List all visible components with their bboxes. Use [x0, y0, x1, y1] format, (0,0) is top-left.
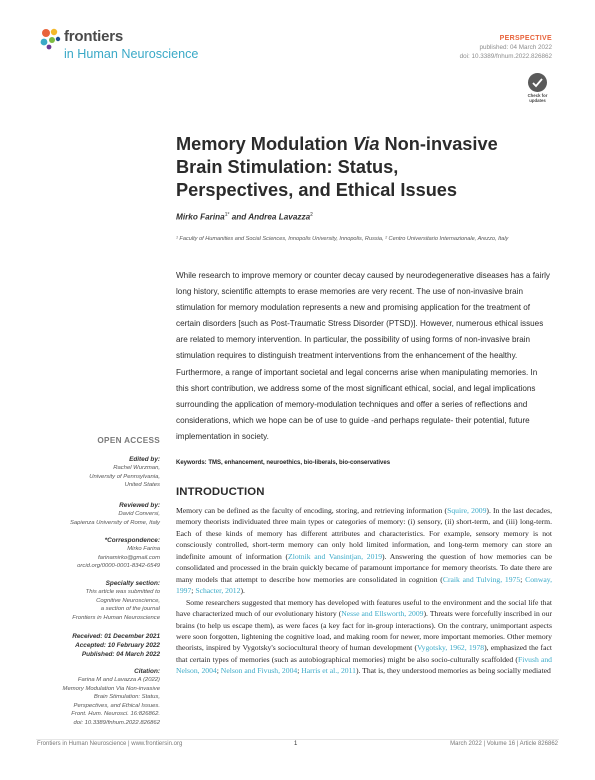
edited-by-block: Edited by: Rachel Wurzman, University of Pennsylvania, United States [50, 455, 160, 490]
paragraph: Memory can be defined as the faculty of encoding, storing, and retrieving information (Squire, 2009). In the last decades, memory theorists individuated three main types or categories of memory: (i) sensory, (ii) short-term, and (iii) long-term. Each of these kinds of memory has different attributes and characteristics. For example, sensory memory is not consciously controlled, short-term memory can only hold limited information, and long-term memory can store an indefinite amount of information (Zlotnik and Vansintjan, 2019). Answering the question of how memories can be consolidated and processed in the brain quickly became of paramount importance for memory theorists. To date there are many models that attempt to describe how memories are consolidated in cognition (Craik and Tulving, 1975; Conway, 1997; Schacter, 2012). [176, 506, 552, 596]
citation-link[interactable]: Harris et al., 2011 [301, 666, 356, 676]
footer-issue-info: March 2022 | Volume 16 | Article 826862 [450, 741, 558, 747]
citation-link[interactable]: Fivush and Nelson, 2004 [176, 654, 552, 676]
paragraph: Some researchers suggested that memory has developed with features useful to the environment and the social life that have characterized much of our evolutionary history (Nesse and Ellsworth, 2009). Threats were forcefully inscribed in our brains (to help us escape them), as were faces (a key fact for in-group interactions). On the contrary, unimportant aspects were soon forgotten, lightening the cognitive load, and making room for newer, more important memories. Other memory theorists, inspired by Vygotsky's sociocultural theory of human development (Vygotsky, 1962, 1978), emphasized the fact that certain types of memories (such as autobiographical memories) might be also socio-culturally scaffolded (Fivush and Nelson, 2004; Nelson and Fivush, 2004; Harris et al., 2011). That is, they understood memories as being socially mediated [176, 597, 552, 676]
footer-divider [36, 739, 559, 740]
citation-link[interactable]: Conway, 1997 [176, 574, 552, 596]
citation-link[interactable]: Nesse and Ellsworth, 2009 [341, 609, 424, 619]
open-access-label: OPEN ACCESS [97, 436, 160, 445]
dates-block [50, 632, 160, 659]
frontiers-logo[interactable] [39, 27, 199, 69]
author-name[interactable]: Andrea Lavazza [248, 212, 311, 222]
published-date: published: 04 March 2022 [479, 44, 552, 51]
doi-link[interactable]: doi: 10.3389/fnhum.2022.826862 [459, 53, 552, 60]
article-title: Memory Modulation Via Non-invasive Brain Stimulation: Status, Perspectives, and Ethical Issues [176, 134, 498, 200]
citation-block: Citation: Farina M and Lavazza A (2022) Memory Modulation Via Non-invasive Brain Stimulation: Status, Perspectives, and Ethical Issues. Front. Hum. Neurosci. 16:826862. doi: 10.3389/fnhum.2022.826862 [62, 668, 160, 726]
check-for-updates-badge[interactable] [524, 72, 551, 104]
specialty-section-block: Specialty section: This article was submitted to Cognitive Neuroscience, a section of the journal Frontiers in Human Neuroscience [72, 580, 160, 621]
affiliations: ¹ Faculty of Humanities and Social Sciences, Innopolis University, Innopolis, Russia, ² Centro Universitario Internazionale, Arezzo, Italy [176, 236, 509, 242]
author-list: Mirko Farina$^{1*}$ and Andrea Lavazza$^2$ [176, 212, 313, 222]
received-date: Received: 01 December 2021 [72, 633, 160, 640]
orcid-link[interactable]: orcid.org/0000-0001-8342-6549 [77, 563, 160, 570]
citation-link[interactable]: Craik and Tulving, 1975 [442, 574, 521, 584]
correspondence-email[interactable]: farinamirko@gmail.com [98, 554, 160, 561]
abstract: While research to improve memory or counter decay caused by neurodegenerative diseases has a fairly long history, scientific attempts to erase memories are very recent. The use of non-invasive brain stimulation for memory modulation represents a new and promising application for the treatment of certain disorders [such as Post-Traumatic Stress Disorder (PTSD)]. However, numerous ethical issues are related to memory intervention. In particular, the possibility of using forms of non-invasive brain stimulation requires to distinguish treatment interventions from the enhancement of the healthy. Furthermore, a range of important societal and legal concerns arise when manipulating memories. In this short contribution, we address some of the most significant ethical, social, and legal implications surrounding the application of memory-modulation techniques and offer a series of reflections and considerations, which we hope can be of use to guide -and perhaps regulate- their potential, future implementation in society. [176, 271, 550, 441]
footer-journal-link[interactable]: Frontiers in Human Neuroscience | www.frontiersin.org [37, 741, 183, 747]
journal-name: in Human Neuroscience [64, 47, 199, 61]
frontiers-logo-icon [39, 27, 63, 51]
accepted-date: Accepted: 10 February 2022 [75, 642, 160, 649]
article-type: PERSPECTIVE [499, 35, 552, 42]
citation-link[interactable]: Vygotsky, 1962, 1978 [416, 643, 485, 653]
author-name[interactable]: Mirko Farina [176, 212, 225, 222]
article-meta [460, 34, 552, 61]
reviewed-by-block: Reviewed by: David Conversi, Sapienza University of Rome, Italy [50, 501, 160, 527]
check-updates-icon [528, 73, 547, 92]
published-date-sidebar: Published: 04 March 2022 [81, 651, 160, 658]
citation-link[interactable]: Zlotnik and Vansintjan, 2019 [288, 551, 383, 561]
body-text [176, 505, 552, 677]
brand-name: frontiers [64, 28, 124, 45]
citation-link[interactable]: Schacter, 2012 [195, 586, 241, 596]
editor-name[interactable]: Rachel Wurzman, [113, 465, 160, 471]
keywords: Keywords: TMS, enhancement, neuroethics, bio-liberals, bio-conservatives [176, 460, 391, 466]
section-heading-introduction: INTRODUCTION [176, 486, 265, 498]
citation-link[interactable]: Squire, 2009 [447, 506, 487, 515]
reviewer-name[interactable]: David Conversi, [118, 511, 160, 517]
check-updates-label: Check for updates [527, 93, 548, 103]
citation-link[interactable]: Nelson and Fivush, 2004 [220, 666, 298, 676]
correspondence-block: *Correspondence: Mirko Farina farinamirko@gmail.com orcid.org/0000-0001-8342-6549 [50, 536, 160, 571]
page-number: 1 [294, 741, 298, 747]
